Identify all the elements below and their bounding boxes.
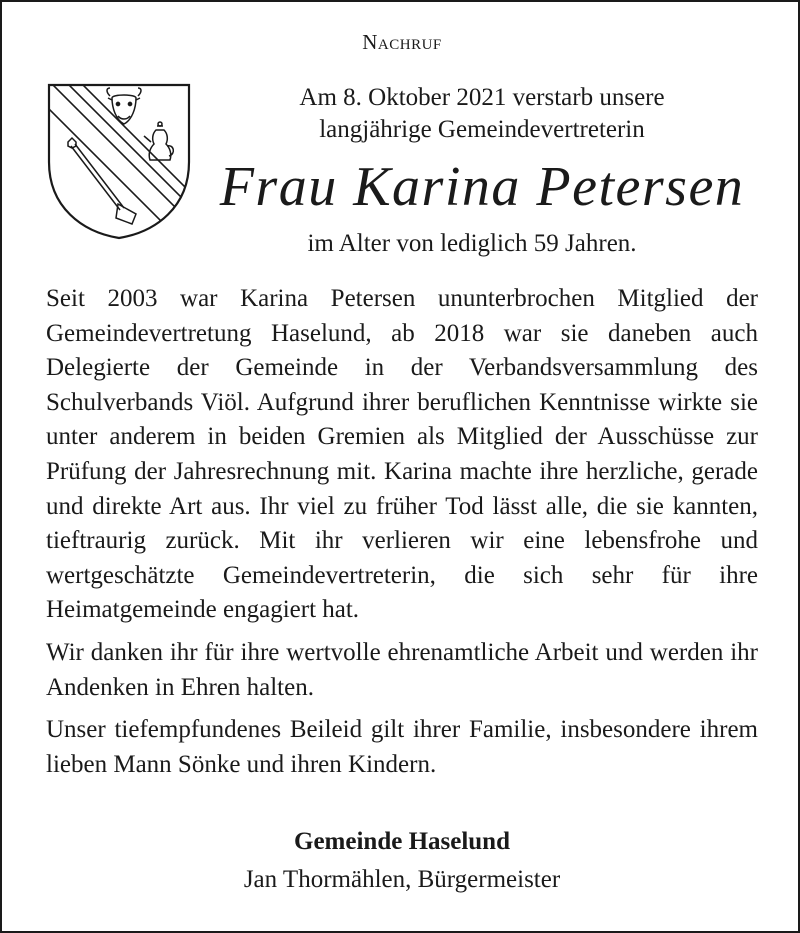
obituary-body bbox=[46, 282, 758, 790]
coat-of-arms-icon bbox=[46, 82, 192, 240]
body-paragraph: Wir danken ihr für ihre wertvolle ehrenamtliche Arbeit und werden ihr Andenken in Ehren halten. bbox=[46, 638, 758, 701]
deceased-name: Frau Karina Petersen bbox=[219, 156, 745, 218]
intro-line: langjährige Gemeindevertreterin bbox=[319, 116, 645, 143]
body-paragraph: Seit 2003 war Karina Petersen ununterbrochen Mitglied der Gemeindevertretung Haselund, ab 2018 war sie daneben auch Delegierte der Gemeinde in der Verbandsversammlung des Schulverbands Viöl. Aufgrund ihrer beruflichen Kenntnisse wirkte sie unter anderem in beiden Gremien als Mitglied der Ausschüsse zur Prüfung der Jahresrechnung mit. Karina machte ihre herzliche, gerade und direkte Art aus. Ihr viel zu früher Tod lässt alle, die sie kannten, tieftraurig zurück. Mit ihr verlieren wir eine lebensfrohe und wertgeschätzte Gemeindevertreterin, die sich sehr für ihre Heimatgemeinde engagiert hat. bbox=[46, 285, 758, 624]
signature-person: Jan Thormählen, Bürgermeister bbox=[243, 866, 561, 893]
age-line: im Alter von lediglich 59 Jahren. bbox=[307, 230, 637, 257]
death-announcement bbox=[232, 82, 732, 146]
intro-line: Am 8. Oktober 2021 verstarb unsere bbox=[299, 84, 665, 111]
notice-heading: Nachruf bbox=[362, 30, 442, 54]
signature-organization: Gemeinde Haselund bbox=[294, 828, 510, 855]
body-paragraph: Unser tiefempfundenes Beileid gilt ihrer Familie, insbesondere ihrem lieben Mann Sönke und ihren Kindern. bbox=[46, 716, 758, 778]
